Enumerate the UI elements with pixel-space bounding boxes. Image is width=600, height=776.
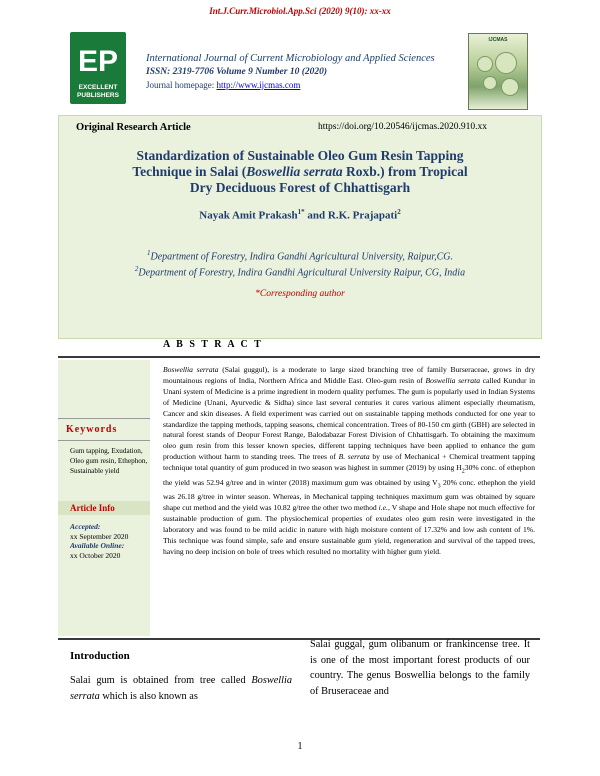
abstract-heading: A B S T R A C T <box>163 339 263 350</box>
divider <box>58 440 150 441</box>
homepage-link[interactable]: http://www.ijcmas.com <box>216 80 301 90</box>
journal-name: International Journal of Current Microbiology and Applied Sciences <box>146 53 435 64</box>
article-title: Standardization of Sustainable Oleo Gum Resin Tapping Technique in Salai (Boswellia serrata Roxb.) from Tropical Dry Deciduous Forest of Chhattisgarh <box>132 148 468 195</box>
intro-column-left: Salai gum is obtained from tree called Boswellia serrata which is also known as <box>70 675 292 702</box>
divider <box>58 418 150 419</box>
divider <box>58 356 540 358</box>
introduction-heading: Introduction <box>70 650 130 662</box>
journal-cover-image: IJCMAS <box>468 33 528 110</box>
keywords-list: Gum tapping, Exudation, Oleo gum resin, Ethephon, Sustainable yield <box>70 447 148 475</box>
journal-homepage: Journal homepage: http://www.ijcmas.com <box>146 80 301 90</box>
logo-text: EXCELLENT PUBLISHERS <box>77 84 119 99</box>
affiliations: $^1$Department of Forestry, Indira Gandhi Agricultural University, Raipur,CG. $^2$Department of Forestry, Indira Gandhi Agricultural University Raipur, CG, India <box>134 249 466 279</box>
running-header: Int.J.Curr.Microbiol.App.Sci (2020) 9(10): xx-xx <box>209 6 391 16</box>
logo-letters: EP <box>77 45 119 78</box>
abstract-text: Boswellia serrata (Salai guggul), is a moderate to large sized branching tree of family Burseraceae, grows in dry mountainous regions of India, Northern Africa and Middle East. Oleo-gum resin of Boswellia serrata called Kundur in Unani system of Medicine is a prime ingredient in modern quality perfumes. The gum is popularly used in Indian Systems of Medicine (Unani, Ayurvedic & Sidha) since last several centuries it cures various aliment especially rheumatism, Cancer and skin diseases. A field experiment was carried out on sustainable tapping methods conducted for one year to standardize the tapping methods, tapping seasons, chemical concentration. Trees of 80-150 cm girth (GBH) are selected in natural forest stands of Deopur Forest Range, Balodabazar Forest Division of Chhattisgarh. To obtaining the maximum oleo gum resin from this lesser known species, different tapping techniques have been applied to enhance the gum production without harm to standing trees. The trees of B. serrata by use of Mechanical + Chemical treatment tapping technique total quantity of gum produced in two season was highest in summer (2019) by using $H_230\%$ conc. of ethephon the yield was 52.94 g/tree and in winter (2018) maximum gum was obtained by using $V_3$ 20% conc. ethephon the yield was 26.18 g/tree in winter season. Whereas, in Mechanical tapping techniques maximum gum was obtained by square shape cut method and the yield was 10.82 g/tree the other two method i.e., V shape and Hole shape not much effective for sustainable production of gum. The physiochemical properties of exudates oleo gum resin were investigated in the laboratory and was found to be mild acidic in nature with high moisture content of 17.32% and low ash content of 1%. This technique was found simple, safe and ensure sustainable gum yield, regeneration and survival of the tapped trees, having no deep incision on bole of trees which resulted no mortality with higher gum yield. <box>163 365 536 556</box>
sidebar <box>58 360 150 636</box>
issn-line: ISSN: 2319-7706 Volume 9 Number 10 (2020) <box>146 67 328 77</box>
intro-column-right: Salai guggal, gum olibanum or frankincense tree. It is one of the most important forest products of our country. The genus Boswellia belongs to the family of Bruseraceae and <box>310 639 530 697</box>
keywords-heading: Keywords <box>66 424 118 435</box>
corresponding-author: *Corresponding author <box>255 289 345 299</box>
article-type: Original Research Article <box>76 122 191 133</box>
doi-link[interactable]: https://doi.org/10.20546/ijcmas.2020.910.xx <box>318 122 487 132</box>
article-dates: Accepted: xx September 2020 Available Online: xx October 2020 <box>70 522 129 560</box>
page-number: 1 <box>297 741 303 752</box>
authors: Nayak Amit Prakash$^{1*}$ and R.K. Prajapati$^2$ <box>199 208 401 222</box>
publisher-logo <box>70 32 126 104</box>
article-info-header: Article Info <box>58 501 150 515</box>
